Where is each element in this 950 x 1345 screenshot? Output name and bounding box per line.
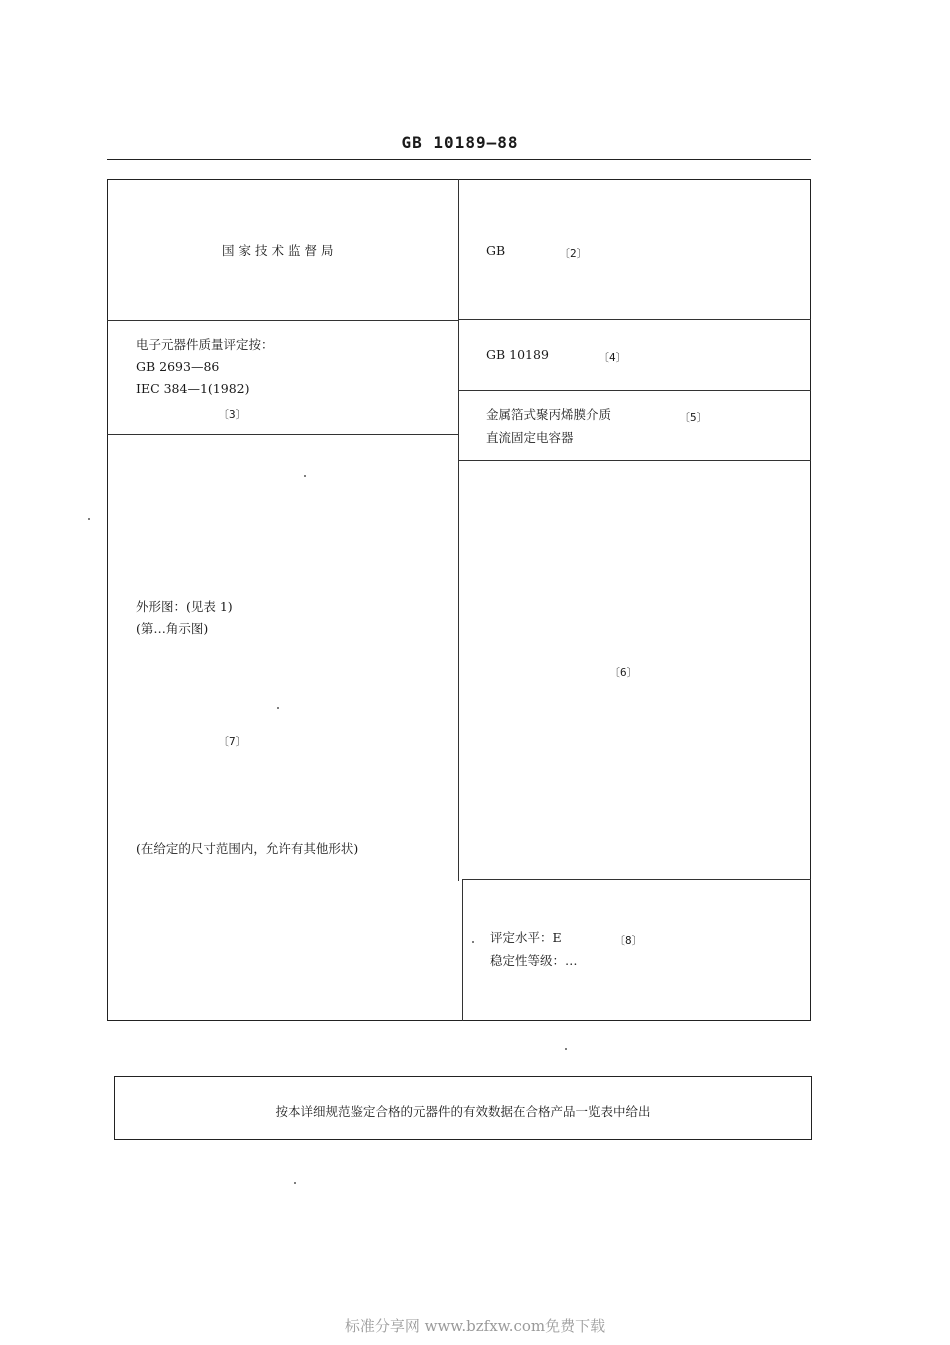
ref-3: 〔3〕 [218,408,247,421]
assessment-line-1: 电子元器件质量评定按： [136,337,274,352]
ref-5: 〔5〕 [679,411,708,424]
scan-speck [88,518,90,520]
standard-number: GB 10189 [486,347,549,362]
outline-line-1: 外形图：(见表 1) [136,599,233,614]
ref-4: 〔4〕 [598,351,627,364]
outline-note: (在给定的尺寸范围内，允许有其他形状) [136,841,359,856]
ref-7: 〔7〕 [218,735,247,748]
stability-grade: 稳定性等级：… [490,953,578,968]
scan-speck [472,941,474,943]
ref-8: 〔8〕 [614,934,643,947]
scan-speck [294,1182,296,1184]
document-header: GB 10189—88 [401,133,519,152]
assessment-level: 评定水平：E [490,930,562,945]
form-center-divider-upper [458,179,459,881]
outline-line-2: (第…角示图) [136,621,209,636]
product-name-line-1: 金属箔式聚丙烯膜介质 [486,407,612,422]
divider-left-1 [107,320,458,321]
scan-speck [304,475,306,477]
assessment-line-3: IEC 384—1(1982) [136,381,250,396]
agency-name: 国家技术监督局 [222,243,338,258]
divider-right-3 [458,460,811,461]
divider-right-1 [458,319,811,320]
assessment-line-2: GB 2693—86 [136,359,220,374]
gb-prefix: GB [486,243,506,258]
form-center-divider-lower [462,880,463,1021]
product-name-line-2: 直流固定电容器 [486,430,574,445]
divider-left-2 [107,434,458,435]
ref-2: 〔2〕 [559,247,588,260]
ref-6: 〔6〕 [609,666,638,679]
divider-right-2 [458,390,811,391]
qualified-products-note: 按本详细规范鉴定合格的元器件的有效数据在合格产品一览表中给出 [275,1104,651,1119]
scan-speck [277,707,279,709]
header-rule [107,159,811,160]
scan-speck [565,1048,567,1050]
divider-right-4 [462,879,811,880]
footer-watermark: 标准分享网 www.bzfxw.com免费下载 [344,1317,606,1335]
